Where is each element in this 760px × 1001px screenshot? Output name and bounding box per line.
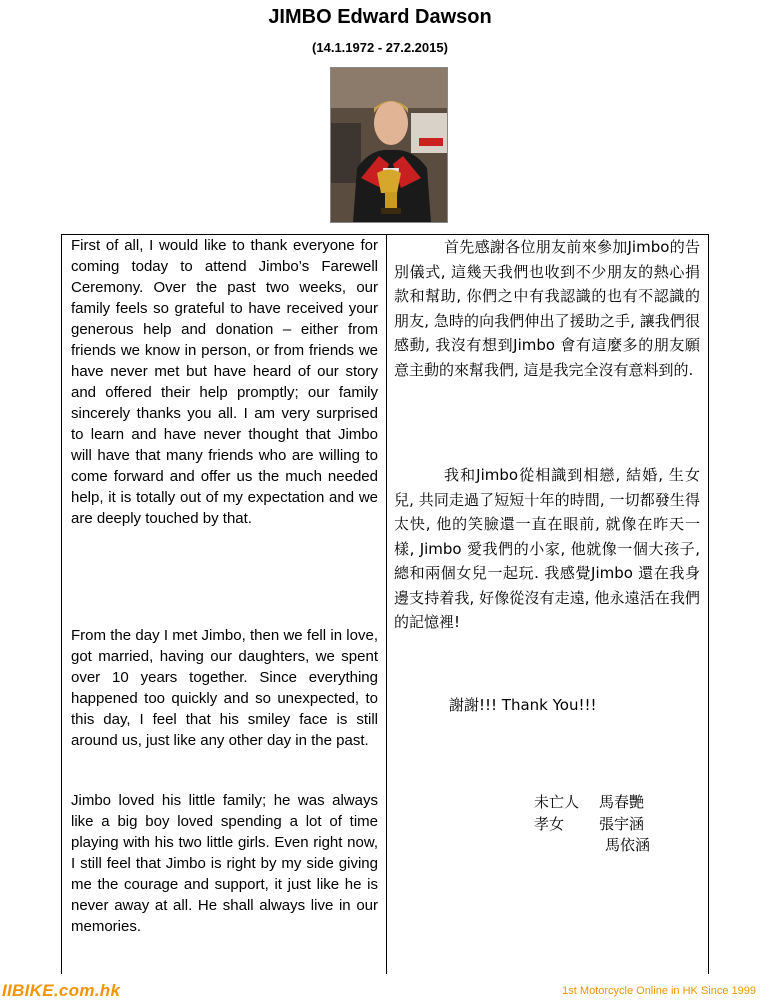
english-paragraph-1: First of all, I would like to thank everyone for coming today to attend Jimbo’s Farewell Ceremony. Over the past two weeks, our family feels so grateful to have received your generous help and donation – either from friends we know in person, or from friends we have never met but have heard of our story and offered their help promptly; our family sincerely thanks you all. I am very surprised to learn and have never thought that Jimbo will have that many friends who are willing to come forward and offer us the much needed help, it is totally out of my expectation and we are deeply touched by that.	[71, 237, 378, 527]
ibike-logo: IIBIKE.com.hk	[2, 981, 121, 1000]
signature-role-widow: 未亡人	[534, 793, 580, 811]
thank-you-line: 謝謝!!! Thank You!!!	[449, 696, 597, 714]
english-paragraph-2: From the day I met Jimbo, then we fell in love, got married, having our daughters, we spent over 10 years together. Since everything happened too quickly and so unexpected, to this day, I feel that his smiley face is still around us, just like any other day in the past.	[71, 627, 378, 749]
footer-tagline: 1st Motorcycle Online in HK Since 1999	[562, 985, 756, 997]
portrait-photo-icon	[331, 68, 447, 222]
life-dates: (14.1.1972 - 27.2.2015)	[312, 40, 448, 55]
signature-name-daughter-2: 馬依涵	[605, 836, 651, 854]
portrait-photo	[330, 67, 448, 223]
english-paragraph-3: Jimbo loved his little family; he was always like a big boy loved spending a lot of time playing with his two little girls. Even right now, I still feel that Jimbo is right by my side giving me the courage and support, it just like he is never away at all. He shall always live in our memories.	[71, 792, 378, 935]
chinese-paragraph-2: 我和Jimbo從相識到相戀, 結婚, 生女兒, 共同走過了短短十年的時間, 一切都發生得太快, 他的笑臉還一直在眼前, 就像在昨天一樣, Jimbo 愛我們的小家, 他就像一個大孩子, 總和兩個女兒一起玩. 我感覺Jimbo 還在我身邊支持着我, 好像從沒有走遠, 他永遠活在我們的記憶裡!	[394, 466, 700, 631]
signature-name-daughter-1: 張宇涵	[599, 815, 645, 833]
page-title: JIMBO Edward Dawson	[268, 6, 492, 28]
tribute-table	[61, 234, 709, 974]
signature-name-widow: 馬春艷	[599, 793, 645, 811]
chinese-paragraph-1: 首先感謝各位朋友前來參加Jimbo的告別儀式, 這幾天我們也收到不少朋友的熱心捐款和幫助, 你們之中有我認識的也有不認識的朋友, 急時的向我們伸出了援助之手, 讓我們很感動, 我沒有想到Jimbo 會有這麼多的朋友願意主動的來幫我們, 這是我完全沒有意料到的.	[394, 238, 700, 379]
signature-role-daughters: 孝女	[534, 815, 565, 833]
column-divider	[386, 235, 387, 974]
